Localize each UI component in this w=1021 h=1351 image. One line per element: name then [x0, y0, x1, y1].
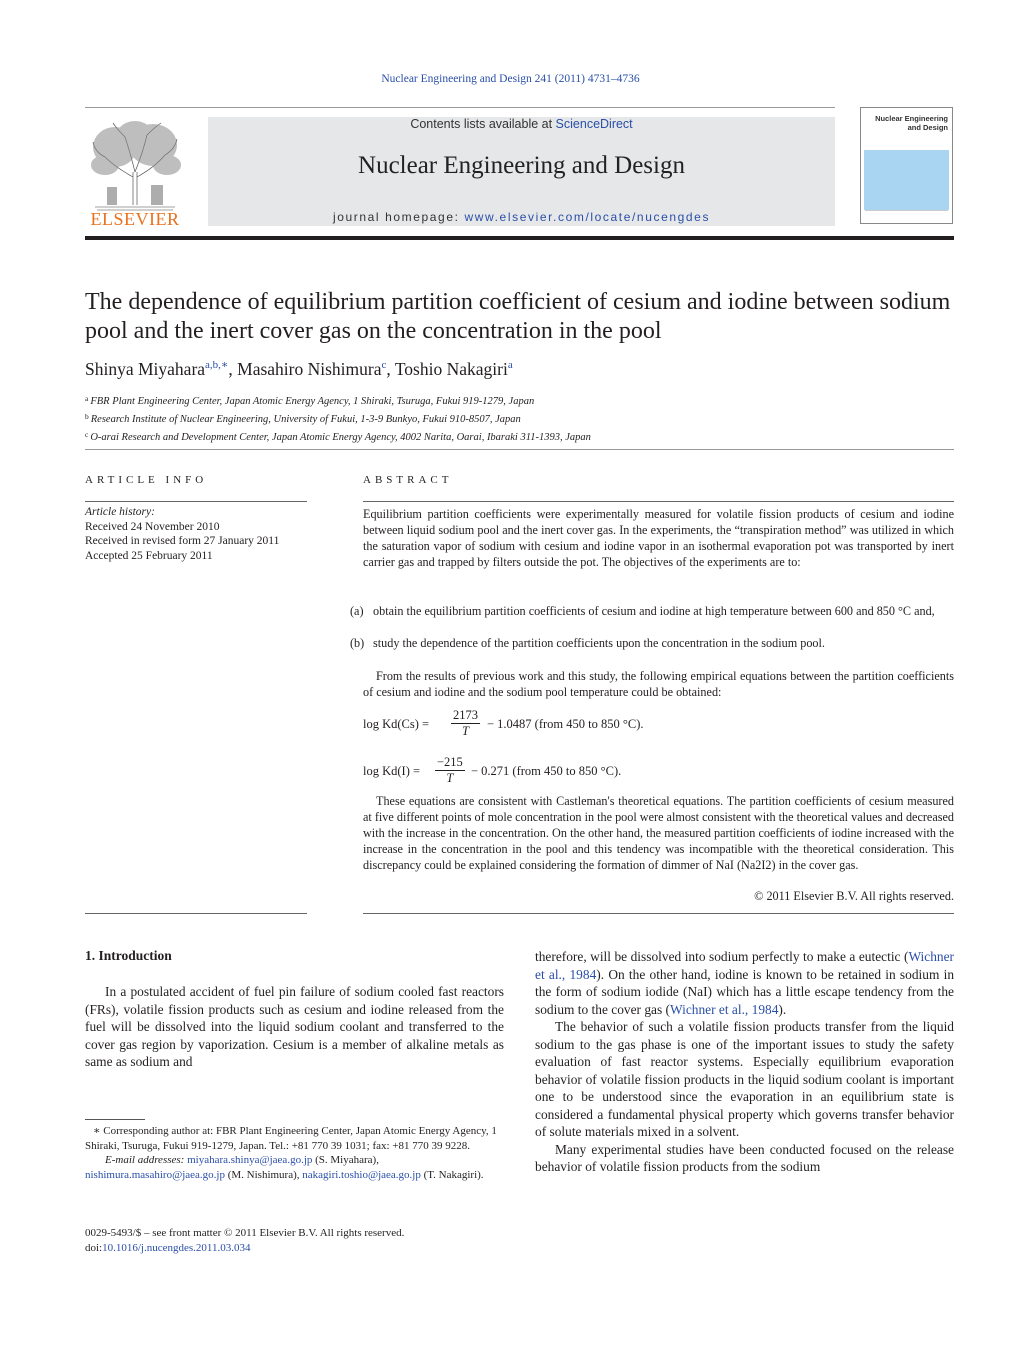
contents-availability: [208, 117, 835, 131]
list-marker: (b): [350, 636, 365, 650]
body-text: ). On the other hand, iodine is known to be retained in sodium in the form of sodium iodide (NaI) which has a little escape tendency from the sodium to the cover gas (: [535, 966, 955, 1017]
abstract-list-item: [350, 635, 954, 651]
journal-name: Nuclear Engineering and Design: [358, 152, 685, 179]
footnote-rule: [85, 1119, 145, 1120]
history-item: Received 24 November 2010: [85, 520, 220, 533]
author-list: [85, 358, 965, 380]
list-marker: (a): [350, 604, 364, 618]
body-paragraph: Many experimental studies have been conducted focused on the release behavior of volatile fission products from the sodium: [535, 1141, 954, 1174]
email-link[interactable]: nishimura.masahiro@jaea.go.jp: [85, 1168, 225, 1181]
author-name[interactable]: Shinya Miyahara: [85, 359, 206, 379]
homepage-prefix: journal homepage:: [332, 210, 465, 224]
email-owner: (S. Miyahara),: [312, 1154, 379, 1167]
contents-prefix: Contents lists available at: [410, 117, 556, 131]
history-item: Received in revised form 27 January 2011: [85, 535, 280, 547]
affiliation-mark: b: [85, 412, 89, 421]
affiliations: [85, 391, 965, 445]
issn-block: [85, 1226, 504, 1255]
equation-rhs: − 1.0487 (from 450 to 850 °C).: [487, 717, 644, 731]
affiliation-text: Research Institute of Nuclear Engineering, University of Fukui, 1-3-9 Bunkyo, Fukui 910-8507, Japan: [90, 414, 521, 425]
email-link[interactable]: nakagiri.toshio@jaea.go.jp: [302, 1168, 421, 1181]
equation-denominator: T: [462, 724, 469, 738]
equation-denominator: T: [446, 771, 454, 785]
citation-link[interactable]: Wichner et al., 1984: [535, 949, 954, 982]
abstract-paragraph-3: These equations are consistent with Castleman's theoretical equations. The partition coefficients of cesium measured at five different points of mole concentration in the pool were almost consistent with the theoretical values and decreased with the increase in the concentration. On the other hand, the measured partition coefficients of iodine increased with the increase in the concentration in the pool and this tendency was incompatible with the theoretical consideration. This discrepancy could be explained considering the formation of dimmer of NaI (Na2I2) in the cover gas.: [363, 794, 954, 872]
equation-numerator: −215: [437, 755, 463, 769]
affiliation-item: [85, 427, 965, 445]
header-thick-rule: [85, 236, 954, 240]
email-label: E-mail addresses:: [105, 1154, 185, 1167]
footnote-emails: [85, 1153, 504, 1182]
author-affiliation-marks[interactable]: a,b,∗: [205, 359, 229, 371]
section-heading-introduction: 1. Introduction: [85, 948, 172, 963]
body-column-left: In a postulated accident of fuel pin failure of sodium cooled fast reactors (FRs), volatile fission products such as cesium and iodine released from the fuel will be dissolved into the liquid sodium coolant and transferred to the cover gas region by vaporization. Cesium is a member of alkaline metals as same as sodium and: [85, 984, 504, 1069]
body-text: ).: [778, 1001, 787, 1017]
journal-reference[interactable]: Nuclear Engineering and Design 241 (2011) 4731–4736: [381, 73, 640, 85]
body-paragraph: The behavior of such a volatile fission products transfer from the liquid sodium to the gas phase is one of the important issues to study the safety evaluation of fast reactor systems. Especially equilibrium evaporation behavior of volatile fission products in the liquid sodium coolant is important one to be understood since the evaporation in an equilibrium state is considered a fundamental physical property which governs transfer behavior of solute materials mixed in a solvent.: [535, 1019, 954, 1139]
article-info-heading: ARTICLE INFO: [85, 474, 208, 486]
body-column-right: [535, 948, 954, 1176]
affiliation-text: FBR Plant Engineering Center, Japan Atomic Energy Agency, 1 Shiraki, Tsuruga, Fukui 919-1279, Japan: [90, 396, 535, 407]
list-text: study the dependence of the partition coefficients upon the concentration in the sodium pool.: [373, 636, 825, 650]
abstract-paragraph-1: [363, 506, 954, 570]
body-text: therefore, will be dissolved into sodium perfectly to make a eutectic (: [535, 949, 909, 964]
footnote-text: ∗ Corresponding author at: FBR Plant Engineering Center, Japan Atomic Energy Agency, 1 Shiraki, Tsuruga, Fukui 919-1279, Japan. Tel.: +81 770 39 1031; fax: +81 770 39 9228.: [85, 1125, 497, 1152]
affiliation-item: [85, 391, 965, 409]
doi-link[interactable]: 10.1016/j.nucengdes.2011.03.034: [102, 1241, 251, 1254]
corresponding-author-footnote: [85, 1124, 504, 1182]
sciencedirect-link[interactable]: ScienceDirect: [555, 117, 633, 131]
affiliation-text: O-arai Research and Development Center, Japan Atomic Energy Agency, 4002 Narita, Oarai, Ibaraki 311-1393, Japan: [90, 432, 591, 443]
email-link[interactable]: miyahara.shinya@jaea.go.jp: [187, 1154, 313, 1167]
author-name[interactable]: Toshio Nakagiri: [394, 359, 508, 379]
elsevier-wordmark: ELSEVIER: [90, 209, 180, 229]
abstract-paragraph-2: From the results of previous work and this study, the following empirical equations between the partition coefficients of cesium and iodine and the sodium pool temperature could be obtained:: [363, 669, 954, 699]
article-info-rule: [85, 501, 307, 502]
cover-title: Nuclear Engineering and Design: [875, 114, 948, 132]
elsevier-logo: [85, 117, 185, 229]
email-owner: (M. Nishimura),: [224, 1168, 303, 1181]
article-history: [85, 505, 307, 563]
article-title: The dependence of equilibrium partition coefficient of cesium and iodine between sodium pool and the inert cover gas on the concentration in the pool: [85, 289, 951, 344]
journal-homepage: [208, 210, 835, 224]
equation-fraction: [451, 708, 480, 739]
history-item: Accepted 25 February 2011: [85, 549, 213, 562]
abstract-copyright: © 2011 Elsevier B.V. All rights reserved.: [754, 889, 954, 903]
abstract-rule: [363, 501, 954, 502]
author-separator: ,: [386, 359, 395, 379]
cover-footer: [865, 210, 948, 220]
equation-rhs: − 0.271 (from 450 to 850 °C).: [471, 764, 622, 778]
equation-cs: [363, 708, 763, 742]
doi-line: [85, 1241, 504, 1256]
body-paragraph: [535, 948, 954, 1018]
header-divider: [85, 107, 835, 108]
list-text: obtain the equilibrium partition coefficients of cesium and iodine at high temperature between 600 and 850 °C and,: [373, 604, 935, 618]
email-owner: (T. Nakagiri).: [423, 1168, 484, 1181]
author-affiliation-marks[interactable]: a: [507, 359, 513, 371]
affiliation-mark: a: [85, 394, 89, 403]
issn-text: 0029-5493/$ – see front matter © 2011 Elsevier B.V. All rights reserved.: [85, 1227, 405, 1239]
article-info-bottom-rule: [85, 913, 307, 914]
equation-fraction: [435, 755, 465, 786]
homepage-link[interactable]: www.elsevier.com/locate/nucengdes: [464, 210, 711, 224]
journal-cover-thumbnail[interactable]: [860, 107, 953, 224]
abstract-heading: ABSTRACT: [363, 474, 453, 486]
abstract-bottom-rule: [363, 913, 954, 914]
equation-i: [363, 755, 763, 789]
section-divider: [85, 449, 954, 450]
cover-image: [864, 150, 949, 210]
citation-link[interactable]: Wichner et al., 1984: [670, 1001, 779, 1017]
abstract-text: Equilibrium partition coefficients were experimentally measured for volatile fission products of cesium and iodine between liquid sodium pool and the inert cover gas. In the experiments, the “transpiration method” was utilized in which the saturation vapor of sodium with cesium and iodine vapor in an isothermal evaporation pot was transported by inert carrier gas and trapped by filters outside the pot. The objectives of the experiments are to:: [363, 507, 954, 569]
equation-numerator: 2173: [453, 708, 478, 722]
author-affiliation-marks[interactable]: c: [381, 359, 387, 371]
equation-lhs: log Kd(I) =: [363, 764, 421, 778]
author-name[interactable]: Masahiro Nishimura: [237, 359, 382, 379]
abstract-list-item: [350, 603, 954, 619]
equation-lhs: log Kd(Cs) =: [363, 717, 430, 731]
author-separator: ,: [228, 359, 238, 379]
doi-prefix: doi:: [85, 1241, 103, 1254]
affiliation-item: [85, 409, 965, 427]
history-label: Article history:: [85, 506, 155, 518]
affiliation-mark: c: [85, 430, 89, 439]
